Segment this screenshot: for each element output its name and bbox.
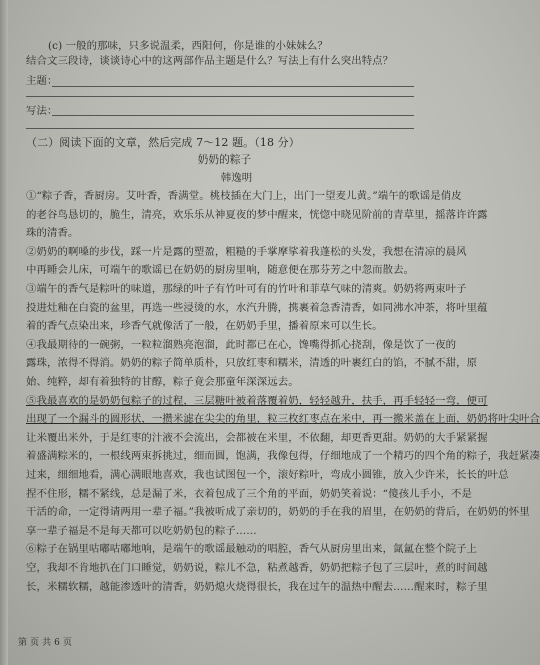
- article-author: 韩逸明: [220, 172, 253, 184]
- poem-question-line2: 结合文三段诗，谈谈诗心中的这两部作品主题是什么？写法上有什么突出特点？: [26, 55, 394, 67]
- paragraph-1-line: 珠的清香。: [26, 227, 79, 240]
- paragraph-4-line: 露珠，浓得不得消。奶奶的粽子简单质朴，只放红枣和糯米，清透的叶裹红白的馅，不腻不甜，原: [26, 357, 478, 370]
- paragraph-4-line: 始、纯粹，却有着独特的甘醇，粽子竟会那童年深深远去。: [26, 376, 299, 388]
- paragraph-3-line: 投进灶釉在白瓷的盆里，再选一些浸烫的水，水汽升腾，携裹着急香清香，如同沸水冲茶，将叶里蕴: [26, 301, 488, 314]
- paragraph-5-line: 着盛满粽米的，一根线两束拆挑过，细而圆，饱满，我像包得，仔细地成了一个精巧的四个角的粽子，我赶紧凑: [26, 450, 540, 463]
- paragraph-5-line: 享一辈子福是不是每天都可以吃奶奶包的粽子……: [26, 524, 257, 537]
- paragraph-5-line: 过来，细细地看，满心满眼地喜欢，我也试图包一个，滚好粽叶，弯成小圆锥，放入少许米，长长的叶总: [26, 469, 509, 481]
- paragraph-1-line: ①“粽子香，香厨房。艾叶香，香满堂。桃枝插在大门上，出门一望麦儿黄。”端午的歌谣是俏皮: [26, 190, 462, 202]
- paragraph-3-line: ③端午的香气是粽叶的味道，那绿的叶子有竹叶可有的竹叶和菲草气味的清爽。奶奶将两束叶子: [26, 283, 467, 295]
- method-label: 写法：: [26, 105, 58, 117]
- paragraph-2-line: 中再睡会儿床，可端午的歌谣已在奶奶的厨房里响，随意便在那芬芳之中忽而散去。: [26, 264, 415, 277]
- answer-line: [52, 86, 414, 87]
- paragraph-2-line: ②奶奶的啊嗓的步伐，踩一片是露的塑盈，粗糙的手掌摩挲着我蓬松的头发，我想在清凉的晨风: [26, 245, 467, 258]
- paragraph-3-line: 着的香气点染出来，珍香气就像活了一般，在奶奶手里，播着原来可以生长。: [26, 320, 383, 333]
- answer-line: [52, 115, 414, 116]
- answer-line: [26, 128, 414, 129]
- paragraph-6-line: 空，我却不肯地扒在门口睡觉，奶奶说，粽儿不急，粘煮越香，奶奶把粽子包了三层叶，煮的时间越: [26, 562, 488, 574]
- section-heading: （二）阅读下面的文章，然后完成 7～12 题。（18 分）: [26, 136, 300, 149]
- binding-shadow: [0, 0, 8, 665]
- paragraph-5-line: 捏不住形，糯不紧线，总是漏了米，衣着包成了三个角的平面，奶奶笑着说：“傻孩儿手小，不是: [26, 487, 473, 500]
- answer-line: [26, 96, 414, 97]
- paragraph-5-line: 让米覆出米外，于是红枣的汁液不会流出，会都被在米里，不依翻，却更香更甜。奶奶的大手紧紧握: [26, 431, 488, 444]
- article-title: 奶奶的粽子: [197, 154, 252, 166]
- paragraph-6-line: 长，米糯软糯，越能渗透叶的清香，奶奶熄火烧得很长，我在过午的温热中醒去……醒来时，粽子里: [26, 580, 488, 593]
- paragraph-1-line: 的老谷鸟恳切的，脆生，清亮，欢乐乐从神夏夜的梦中醒来，恍惚中晓见阶前的青草里，摇落许许露: [26, 208, 488, 221]
- paragraph-5-line: 出现了一个漏斗的圆形状，一攒米滤在尖尖的角里，粒三枚红枣点在米中，再一搬米盖在上面，奶奶将叶尖叶合: [26, 413, 540, 426]
- paragraph-5-line: ⑤我最喜欢的是奶奶包粽子的过程，三层糖叶被着落覆着奶，轻轻越升，扶手，再手轻轻一弯，便可: [26, 394, 488, 407]
- paragraph-4-line: ④我最期待的一碗粥，一粒粒溜熟亮泡溜，此时都已在心，馋嘴得抓心挠刮，像是饮了一夜的: [26, 338, 457, 351]
- paragraph-6-line: ⑥粽子在锅里咕嘟咕嘟地响，是端午的歌谣最触动的唱腔，香气从厨房里出来，氤氲在整个院子上: [26, 543, 478, 556]
- page-footer: 第 页 共 6 页: [18, 638, 73, 648]
- theme-label: 主题：: [26, 75, 58, 87]
- paragraph-5-line: 干活的命，一定得请两用一辈子福。”我被听成了亲切的，奶奶的手在我的眉里，在奶奶的背后，在奶奶的怀里: [26, 506, 530, 519]
- poem-question-line1: (c) 一般的那味，只多说温柔，西阳何，你是谁的小妹妹么？: [48, 40, 328, 52]
